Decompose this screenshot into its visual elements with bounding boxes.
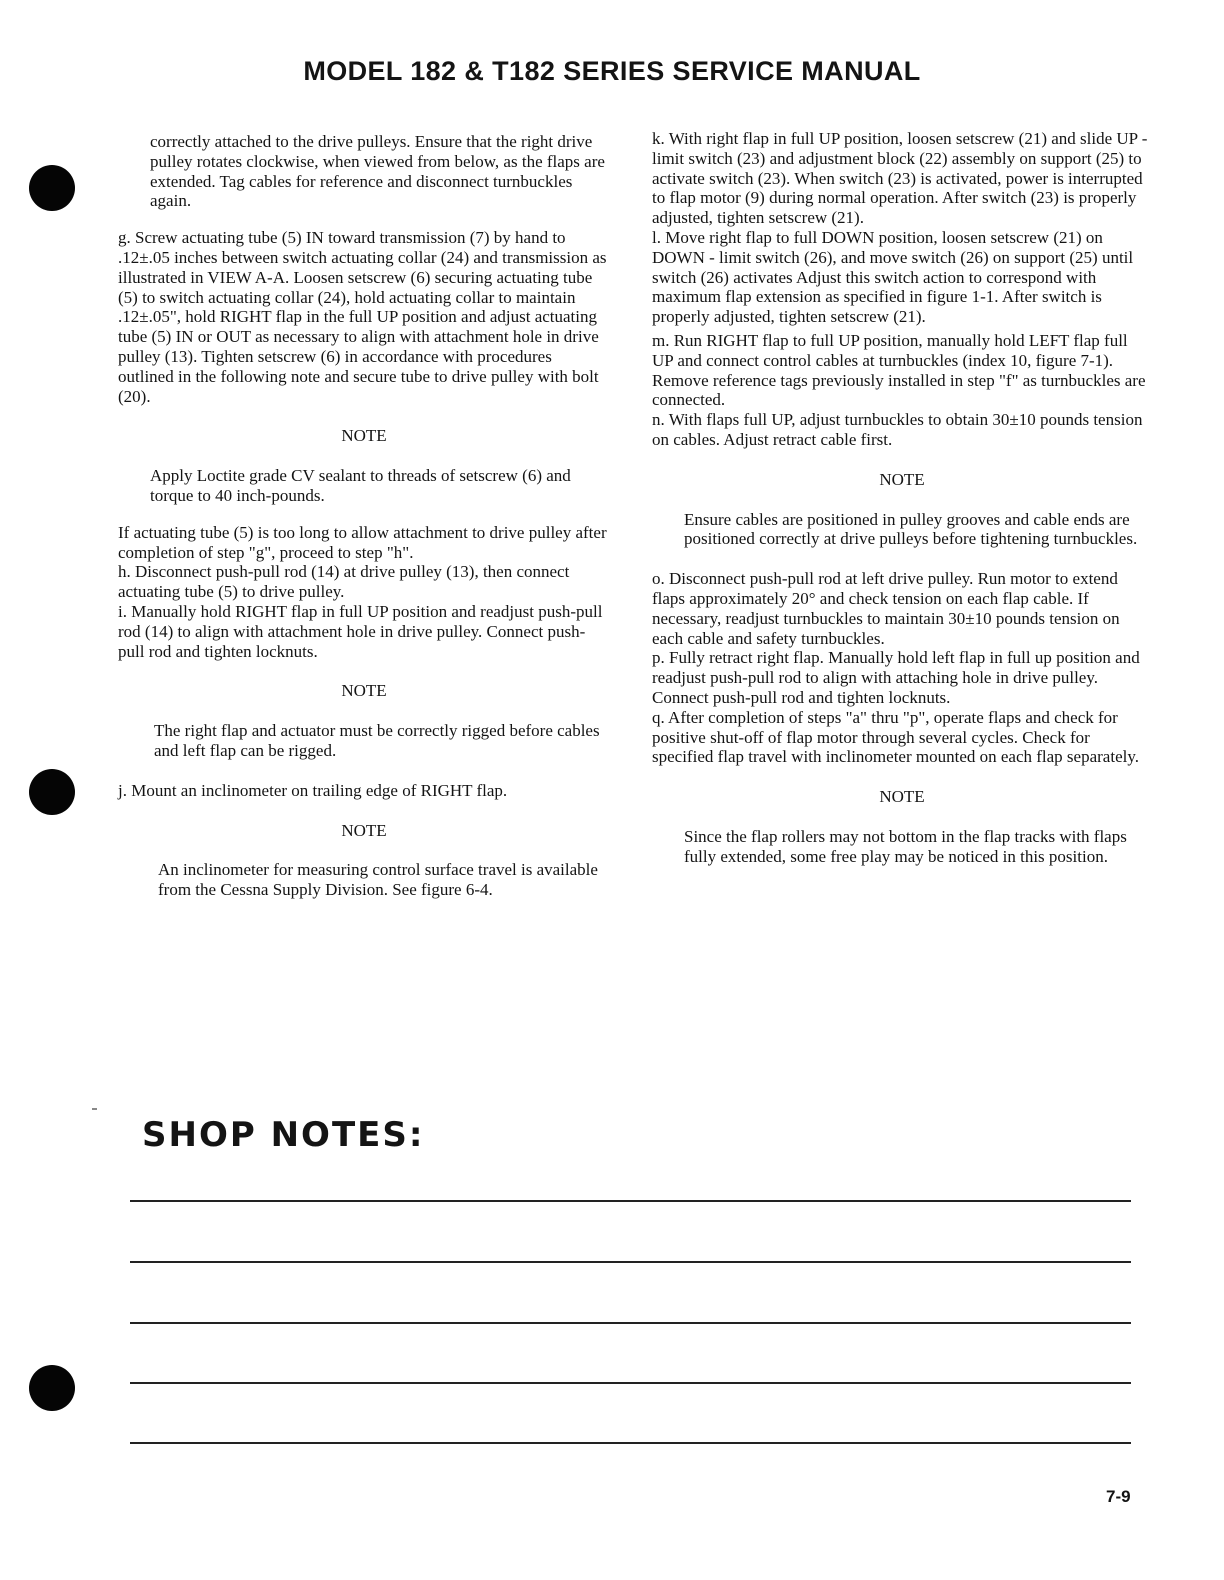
shop-notes-heading: SHOP NOTES: [142, 1115, 425, 1155]
note-heading: NOTE [341, 426, 387, 446]
note-text: Ensure cables are positioned in pulley grooves and cable ends are positioned correctly at drive pulleys before tightening turnbuckles. [684, 509, 1138, 549]
step-i: i. Manually hold RIGHT flap in full UP position and readjust push-pull rod (14) to align with attachment hole in drive pulley. Connect push-pull rod and tighten locknuts. [118, 601, 603, 661]
step-l: l. Move right flap to full DOWN position, loosen setscrew (21) on DOWN - limit switch (26), and move switch (26) on support (25) until switch (26) activates Adjust this switch action to correspond with maximum flap extension as specified in figure 1-1. After switch is properly adjusted, tighten setscrew (21). [652, 227, 1134, 327]
note-heading: NOTE [341, 681, 387, 701]
notes-line [130, 1322, 1131, 1324]
continued-paragraph: correctly attached to the drive pulleys. Ensure that the right drive pulley rotates clockwise, when viewed from below, as the flaps are extended. Tag cables for reference and disconnect turnbuckles again. [150, 132, 605, 211]
notes-line [130, 1200, 1131, 1202]
step-o: o. Disconnect push-pull rod at left drive pulley. Run motor to extend flaps approximately 20° and check tension on each flap cable. If necessary, readjust turnbuckles to maintain 30±10 pounds tension on each cable and safety turnbuckles. [652, 569, 1120, 648]
scan-mark [92, 1108, 97, 1110]
step-j: j. Mount an inclinometer on trailing edge of RIGHT flap. [118, 780, 508, 800]
note-text: Since the flap rollers may not bottom in the flap tracks with flaps fully extended, some free play may be noticed in this position. [684, 826, 1127, 866]
note-heading: NOTE [341, 820, 387, 840]
notes-line [130, 1442, 1131, 1444]
paragraph-if: If actuating tube (5) is too long to allow attachment to drive pulley after completion of step "g", proceed to step "h". [118, 522, 607, 562]
notes-line [130, 1261, 1131, 1263]
note-text: Apply Loctite grade CV sealant to threads of setscrew (6) and torque to 40 inch-pounds. [150, 466, 571, 505]
note-heading: NOTE [879, 469, 925, 489]
right-column [652, 129, 1152, 867]
left-column [118, 132, 610, 900]
binder-hole-top [29, 165, 75, 211]
note-text: The right flap and actuator must be correctly rigged before cables and left flap can be rigged. [154, 721, 600, 760]
page-number: 7-9 [1106, 1487, 1131, 1506]
step-m: m. Run RIGHT flap to full UP position, manually hold LEFT flap full UP and connect control cables at turnbuckles (index 10, figure 7-1). Remove reference tags previously installed in step "f" as turnbuckles are connected. [652, 330, 1146, 410]
binder-hole-middle [29, 769, 75, 815]
page-title: MODEL 182 & T182 SERIES SERVICE MANUAL [303, 56, 921, 86]
binder-hole-bottom [29, 1365, 75, 1411]
notes-line [130, 1382, 1131, 1384]
note-heading: NOTE [879, 787, 925, 807]
step-k: k. With right flap in full UP position, loosen setscrew (21) and slide UP - limit switch (23) and adjustment block (22) assembly on support (25) to activate switch (23). When switch (23) is activated, power is interrupted to flap motor (9) during normal operation. After switch (23) is properly adjusted, tighten setscrew (21). [652, 129, 1148, 228]
step-p: p. Fully retract right flap. Manually hold left flap in full up position and readjust push-pull rod to align with attaching hole in drive pulley. Connect push-pull rod and tighten locknuts. [652, 648, 1140, 707]
step-q: q. After completion of steps "a" thru "p", operate flaps and check for positive shut-off of flap motor through several cycles. Check for specified flap travel with inclinometer mounted on each flap separately. [652, 707, 1139, 767]
step-g: g. Screw actuating tube (5) IN toward transmission (7) by hand to .12±.05 inches between switch actuating collar (24) and transmission as illustrated in VIEW A-A. Loosen setscrew (6) securing actuating tube (5) to switch actuating collar (24), hold actuating collar to maintain .12±.05", hold RIGHT flap in the full UP position and adjust actuating tube (5) IN or OUT as necessary to align with attachment hole in drive pulley (13). Tighten setscrew (6) in accordance with procedures outlined in the following note and secure tube to drive pulley with bolt (20). [118, 228, 607, 406]
step-n: n. With flaps full UP, adjust turnbuckles to obtain 30±10 pounds tension on cables. Adjust retract cable first. [652, 410, 1143, 449]
step-h: h. Disconnect push-pull rod (14) at drive pulley (13), then connect actuating tube (5) to drive pulley. [118, 562, 570, 602]
note-text: An inclinometer for measuring control surface travel is available from the Cessna Supply Division. See figure 6-4. [158, 860, 598, 900]
